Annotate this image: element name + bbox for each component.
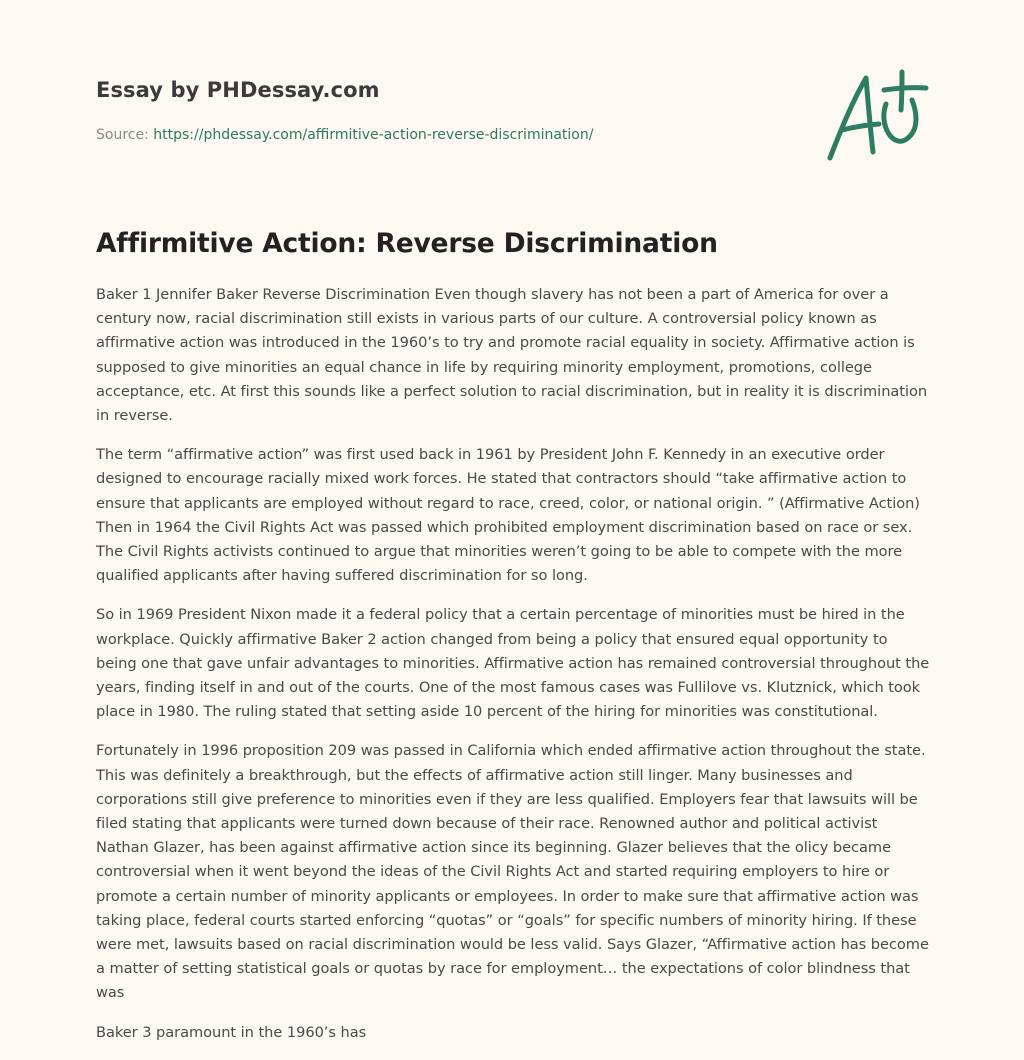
article-body: [96, 283, 930, 1060]
source-line: [96, 126, 796, 144]
source-link[interactable]: https://phdessay.com/affirmitive-action-reverse-discrimination/: [153, 127, 594, 143]
paragraph: The term “affirmative action” was first used back in 1961 by President John F. Kennedy in an executive order designed to encourage racially mixed work forces. He stated that contractors should “take affirmative action to ensure that applicants are employed without regard to race, creed, color, or national origin. ” (Affirmative Action) Then in 1964 the Civil Rights Act was passed which prohibited employment discrimination based on race or sex. The Civil Rights activists continued to argue that minorities weren’t going to be able to compete with the more qualified applicants after having suffered discrimination for so long.: [96, 446, 920, 585]
source-label: Source:: [96, 127, 154, 143]
paragraph: Fortunately in 1996 proposition 209 was passed in California which ended affirmative action throughout the state. This was definitely a breakthrough, but the effects of affirmative action still linger. Many businesses and corporations still give preference to minorities even if they are less qualified. Employers fear that lawsuits will be filed stating that applicants were turned down because of their race. Renowned author and political activist Nathan Glazer, has been against affirmative action since its beginning. Glazer believes that the olicy became controversial when it went beyond the ideas of the Civil Rights Act and started requiring employers to hire or promote a certain number of minority applicants or employees. In order to make sure that affirmative action was taking place, federal courts started enforcing “quotas” or “goals” for specific numbers of minority hiring. If these were met, lawsuits based on racial discrimination would be less valid. Says Glazer, “Affirmative action has become a matter of setting statistical goals or quotas by race for employment… the expectations of color blindness that was: [96, 742, 929, 1002]
paragraph: Baker 1 Jennifer Baker Reverse Discrimination Even though slavery has not been a part of America for over a century now, racial discrimination still exists in various parts of our culture. A controversial policy known as affirmative action was introduced in the 1960’s to try and promote racial equality in society. Affirmative action is supposed to give minorities an equal chance in life by requiring minority employment, promotions, college acceptance, etc. At first this sounds like a perfect solution to racial discrimination, but in reality it is discrimination in reverse.: [96, 286, 928, 425]
a-plus-logo-icon: [820, 66, 930, 166]
paragraph: So in 1969 President Nixon made it a federal policy that a certain percentage of minorities must be hired in the workplace. Quickly affirmative Baker 2 action changed from being a policy that ensured equal opportunity to being one that gave unfair advantages to minorities. Affirmative action has remained controversial throughout the years, finding itself in and out of the courts. One of the most famous cases was Fullilove vs. Klutznick, which took place in 1980. The ruling stated that setting aside 10 percent of the hiring for minorities was constitutional.: [96, 606, 930, 721]
site-brand: Essay by PHDessay.com: [96, 78, 380, 102]
article-title: Affirmitive Action: Reverse Discrimination: [96, 228, 718, 259]
paragraph: Baker 3 paramount in the 1960’s has: [96, 1023, 367, 1041]
page-header: [96, 76, 796, 144]
